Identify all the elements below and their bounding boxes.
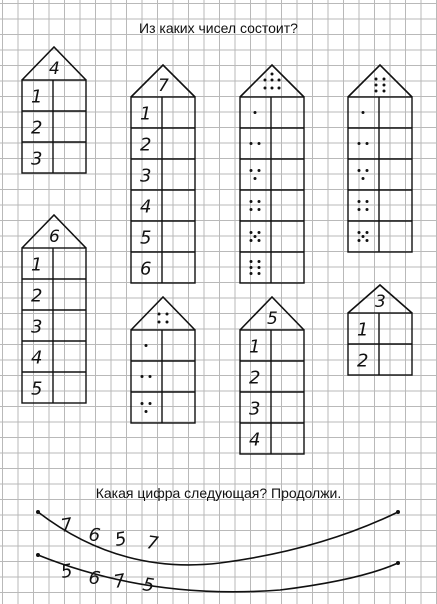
row-dot — [250, 239, 253, 242]
row-number: 3 — [140, 165, 152, 187]
row-number: 3 — [249, 398, 261, 420]
row-dot — [145, 344, 148, 347]
row-number: 4 — [140, 196, 152, 218]
row-number: 5 — [31, 378, 43, 400]
row-dot — [362, 111, 365, 114]
row-dot — [258, 260, 261, 263]
house-1 — [22, 47, 86, 173]
row-number: 2 — [31, 117, 43, 139]
row-dot — [258, 200, 261, 203]
house-4 — [348, 65, 412, 252]
arc-endpoint — [36, 553, 40, 557]
roof-dot — [278, 79, 281, 82]
row-number: 2 — [31, 285, 43, 307]
row-dot — [149, 375, 152, 378]
sequence-number: 5 — [141, 574, 156, 597]
sequence-arcs — [36, 510, 400, 597]
row-number: 3 — [31, 148, 43, 170]
row-dot — [258, 208, 261, 211]
row-dot — [258, 169, 261, 172]
roof-dot — [166, 321, 169, 324]
roof-number: 4 — [49, 59, 60, 79]
row-dot — [358, 239, 361, 242]
row-number: 1 — [249, 336, 261, 358]
row-dot — [366, 208, 369, 211]
roof-dot — [271, 79, 274, 82]
roof-dot — [375, 84, 378, 87]
row-number: 2 — [140, 134, 152, 156]
row-number: 1 — [31, 86, 43, 108]
roof-dot — [383, 84, 386, 87]
row-dot — [258, 142, 261, 145]
sequence-1 — [36, 510, 400, 565]
row-dot — [366, 200, 369, 203]
houses-layer — [22, 47, 412, 454]
row-dot — [358, 200, 361, 203]
row-number: 1 — [140, 103, 152, 125]
roof-dot — [158, 313, 161, 316]
arc-endpoint — [36, 510, 40, 514]
row-dot — [250, 260, 253, 263]
row-dot — [250, 266, 253, 269]
roof-number: 7 — [158, 76, 169, 96]
row-dot — [254, 111, 257, 114]
sequence-2 — [36, 553, 400, 597]
house-3 — [240, 65, 304, 283]
row-dot — [366, 142, 369, 145]
row-dot — [250, 208, 253, 211]
row-dot — [358, 169, 361, 172]
row-dot — [366, 239, 369, 242]
row-dot — [362, 177, 365, 180]
row-dot — [366, 169, 369, 172]
row-dot — [250, 231, 253, 234]
row-dot — [358, 231, 361, 234]
row-dot — [358, 142, 361, 145]
sequence-number: 7 — [112, 570, 128, 593]
arc-endpoint — [396, 510, 400, 514]
row-dot — [366, 231, 369, 234]
house-body — [348, 97, 412, 252]
row-dot — [254, 177, 257, 180]
row-number: 4 — [249, 429, 261, 451]
row-dot — [254, 235, 257, 238]
row-dot — [358, 208, 361, 211]
roof-dot — [383, 90, 386, 93]
row-dot — [250, 200, 253, 203]
sequence-number: 6 — [87, 524, 102, 547]
row-dot — [258, 239, 261, 242]
house-6 — [131, 297, 195, 423]
row-dot — [258, 231, 261, 234]
row-dot — [250, 272, 253, 275]
roof-dot — [264, 79, 267, 82]
roof-number: 3 — [375, 292, 386, 312]
row-dot — [141, 402, 144, 405]
row-dot — [250, 169, 253, 172]
roof-number: 5 — [267, 309, 278, 329]
row-dot — [362, 235, 365, 238]
roof-dot — [278, 87, 281, 90]
sequence-number: 5 — [113, 528, 129, 551]
house-roof — [348, 65, 412, 97]
row-dot — [250, 142, 253, 145]
row-number: 6 — [140, 258, 152, 280]
roof-dot — [271, 87, 274, 90]
sequence-number: 6 — [87, 567, 102, 590]
task-title-sequence: Какая цифра следующая? Продолжи. — [95, 485, 342, 501]
roof-dot — [158, 321, 161, 324]
roof-dot — [264, 87, 267, 90]
row-number: 2 — [249, 367, 261, 389]
row-number: 5 — [140, 227, 152, 249]
row-number: 2 — [357, 350, 369, 372]
house-8 — [348, 285, 412, 375]
roof-dot — [375, 78, 378, 81]
row-dot — [141, 375, 144, 378]
roof-dot — [375, 90, 378, 93]
house-7 — [240, 297, 304, 454]
row-number: 4 — [31, 347, 43, 369]
house-roof — [131, 297, 195, 330]
task-title-compose: Из каких чисел состоит? — [139, 20, 298, 36]
row-number: 1 — [357, 319, 369, 341]
roof-number: 6 — [49, 227, 60, 247]
sequence-number: 7 — [59, 514, 75, 537]
arc-endpoint — [396, 561, 400, 565]
house-5 — [22, 215, 86, 403]
roof-dot — [383, 78, 386, 81]
row-number: 3 — [31, 316, 43, 338]
sequence-number: 7 — [145, 532, 160, 555]
row-dot — [145, 410, 148, 413]
roof-dot — [271, 73, 274, 76]
house-2 — [131, 65, 195, 283]
row-dot — [258, 272, 261, 275]
roof-dot — [166, 313, 169, 316]
row-number: 1 — [31, 254, 43, 276]
row-dot — [258, 266, 261, 269]
sequence-number: 5 — [59, 560, 75, 583]
row-dot — [149, 402, 152, 405]
